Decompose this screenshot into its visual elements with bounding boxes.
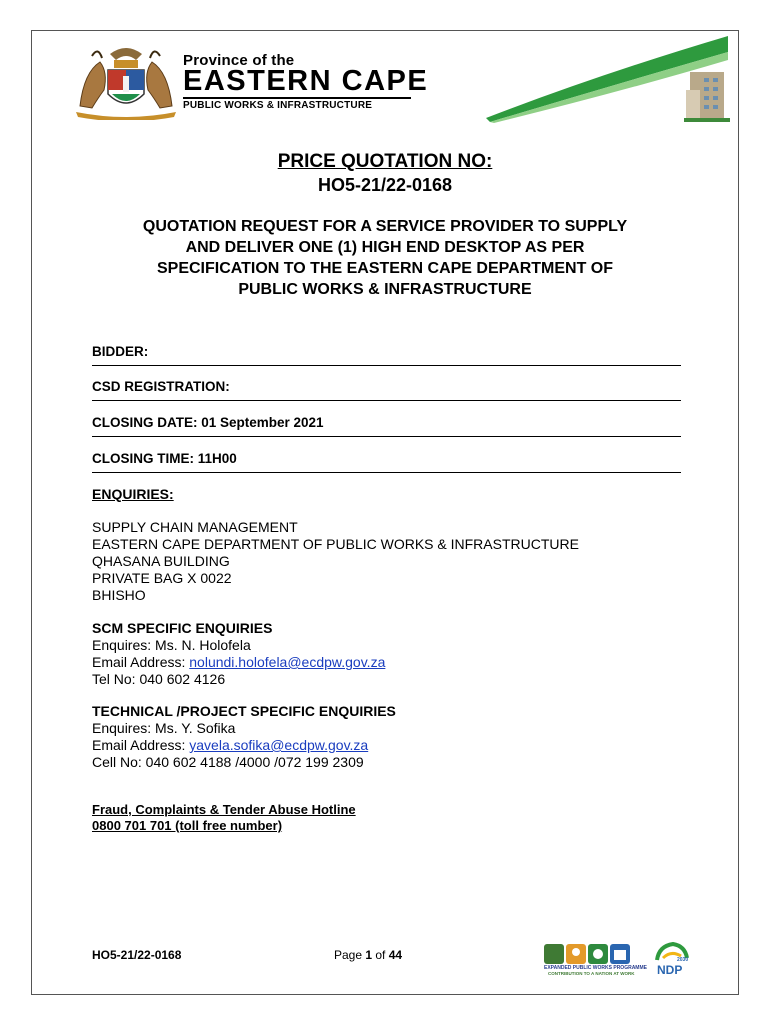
department-logo-text <box>183 52 428 111</box>
building-icon <box>684 60 730 122</box>
footer-reference: HO5-21/22-0168 <box>92 948 182 962</box>
quotation-description: QUOTATION REQUEST FOR A SERVICE PROVIDER TO SUPPLY AND DELIVER ONE (1) HIGH END DESKTOP AS PER SPECIFICATION TO THE EASTERN CAPE DEPARTMENT OF PUBLIC WORKS & INFRASTRUCTURE <box>142 218 628 298</box>
technical-email-line: Email Address: yavela.sofika@ecdpw.gov.za <box>92 737 369 753</box>
csd-registration-field: CSD REGISTRATION: <box>92 379 681 401</box>
department-label: PUBLIC WORKS & INFRASTRUCTURE <box>183 97 411 111</box>
closing-date-field: CLOSING DATE: 01 September 2021 <box>92 415 681 437</box>
technical-email-link[interactable]: yavela.sofika@ecdpw.gov.za <box>189 737 369 753</box>
technical-heading: TECHNICAL /PROJECT SPECIFIC ENQUIRIES <box>92 703 396 719</box>
scm-contact: Enquires: Ms. N. Holofela <box>92 637 251 653</box>
technical-contact: Enquires: Ms. Y. Sofika <box>92 720 236 736</box>
technical-cell: Cell No: 040 602 4188 /4000 /072 199 2309 <box>92 754 364 770</box>
eastern-cape-label: EASTERN CAPE <box>183 65 429 97</box>
closing-time-field: CLOSING TIME: 11H00 <box>92 451 681 473</box>
svg-text:CONTRIBUTION TO A NATION AT WO: CONTRIBUTION TO A NATION AT WORK <box>548 971 635 976</box>
scm-email-line: Email Address: nolundi.holofela@ecdpw.gov.za <box>92 654 386 670</box>
svg-text:NDP: NDP <box>657 963 683 976</box>
scm-heading: SCM SPECIFIC ENQUIRIES <box>92 620 273 636</box>
scm-email-link[interactable]: nolundi.holofela@ecdpw.gov.za <box>189 654 386 670</box>
quotation-title: PRICE QUOTATION NO: <box>277 151 493 172</box>
enquiries-heading: ENQUIRIES: <box>92 486 174 502</box>
scm-enquiries <box>92 620 385 688</box>
province-label: Province of the <box>183 52 295 69</box>
ndp-logo-icon <box>653 942 689 976</box>
epwp-logo-icon <box>542 942 652 976</box>
page-number: Page 1 of 44 <box>334 948 403 962</box>
scm-tel: Tel No: 040 602 4126 <box>92 671 226 687</box>
svg-text:2030: 2030 <box>677 957 689 963</box>
svg-text:EXPANDED PUBLIC WORKS PROGRAMM: EXPANDED PUBLIC WORKS PROGRAMME <box>544 965 647 971</box>
bidder-field: BIDDER: <box>92 344 681 366</box>
coat-of-arms-icon <box>70 42 182 120</box>
technical-enquiries <box>92 703 396 771</box>
quotation-number: HO5-21/22-0168 <box>317 175 453 195</box>
hotline: Fraud, Complaints & Tender Abuse Hotline 0800 701 701 (toll free number) <box>92 802 356 833</box>
enquiries-address: SUPPLY CHAIN MANAGEMENT EASTERN CAPE DEPARTMENT OF PUBLIC WORKS & INFRASTRUCTURE QHASANA BUILDING PRIVATE BAG X 0022 BHISHO <box>92 519 579 603</box>
